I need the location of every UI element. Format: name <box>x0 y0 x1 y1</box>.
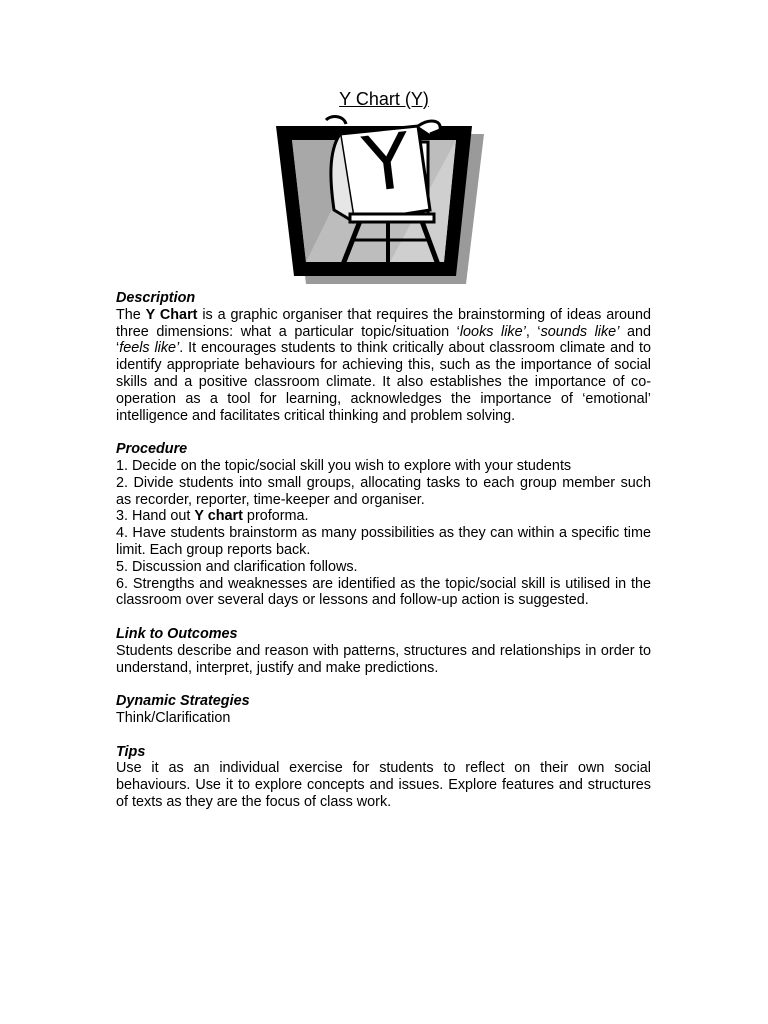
procedure-step-part: 3. Hand out <box>116 508 195 525</box>
procedure-step: 4. Have students brainstorm as many possibilities as they can within a specific time limit. Each group reports back. <box>116 525 651 558</box>
description-text-part: The <box>116 306 146 323</box>
procedure-step <box>116 508 651 525</box>
document-content <box>116 290 651 828</box>
tips-text: Use it as an individual exercise for students to reflect on their own social behaviours. Use it to explore concepts and issues. Explore features and structures of texts as they are the focus of class work. <box>116 760 651 810</box>
description-heading: Description <box>116 290 196 306</box>
tips-heading: Tips <box>116 743 146 760</box>
outcomes-heading: Link to Outcomes <box>116 625 238 642</box>
procedure-step: 5. Discussion and clarification follows. <box>116 558 358 575</box>
clipart-letter: Y <box>358 115 416 210</box>
procedure-step-bold: Y chart <box>194 508 243 525</box>
outcomes-section <box>116 626 651 676</box>
strategies-text: Think/Clarification <box>116 709 231 726</box>
description-text-part: . It encourages students to think critically about classroom climate and to identify appropriate behaviours for achieving this, such as the importance of social skills and a positive classroom climate. It also establishes the importance of co-operation as a tool for learning, acknowledges the importance of ‘emotional’ intelligence and facilitates critical thinking and problem solving. <box>116 340 652 424</box>
page-title: Y Chart (Y) <box>339 89 429 109</box>
procedure-step: 6. Strengths and weaknesses are identified as the topic/social skill is utilised in the classroom over several days or lessons and follow-up action is suggested. <box>116 575 651 609</box>
strategies-section <box>116 693 651 727</box>
strategies-heading: Dynamic Strategies <box>116 693 250 710</box>
tips-section <box>116 744 651 811</box>
procedure-step: 2. Divide students into small groups, allocating tasks to each group member such as recorder, reporter, time-keeper and organiser. <box>116 474 651 508</box>
procedure-step-part: proforma. <box>242 508 309 525</box>
procedure-heading: Procedure <box>116 441 188 458</box>
procedure-section <box>116 441 651 609</box>
description-text <box>116 307 651 425</box>
description-text-part: and ‘ <box>116 323 651 357</box>
outcomes-text: Students describe and reason with patterns, structures and relationships in order to understand, interpret, justify and make predictions. <box>116 642 651 676</box>
description-text-part: is a graphic organiser that requires the brainstorming of ideas around three dimensions: what a particular topic/situation ‘ <box>116 306 652 340</box>
description-italic-term: looks like’ <box>459 323 526 340</box>
description-bold-term: Y Chart <box>145 306 198 323</box>
description-text-part: , ‘ <box>525 323 541 340</box>
procedure-step: 1. Decide on the topic/social skill you wish to explore with your students <box>116 457 572 474</box>
description-italic-term: feels like’ <box>119 340 180 357</box>
description-italic-term: sounds like’ <box>540 323 620 340</box>
description-section <box>116 290 651 424</box>
